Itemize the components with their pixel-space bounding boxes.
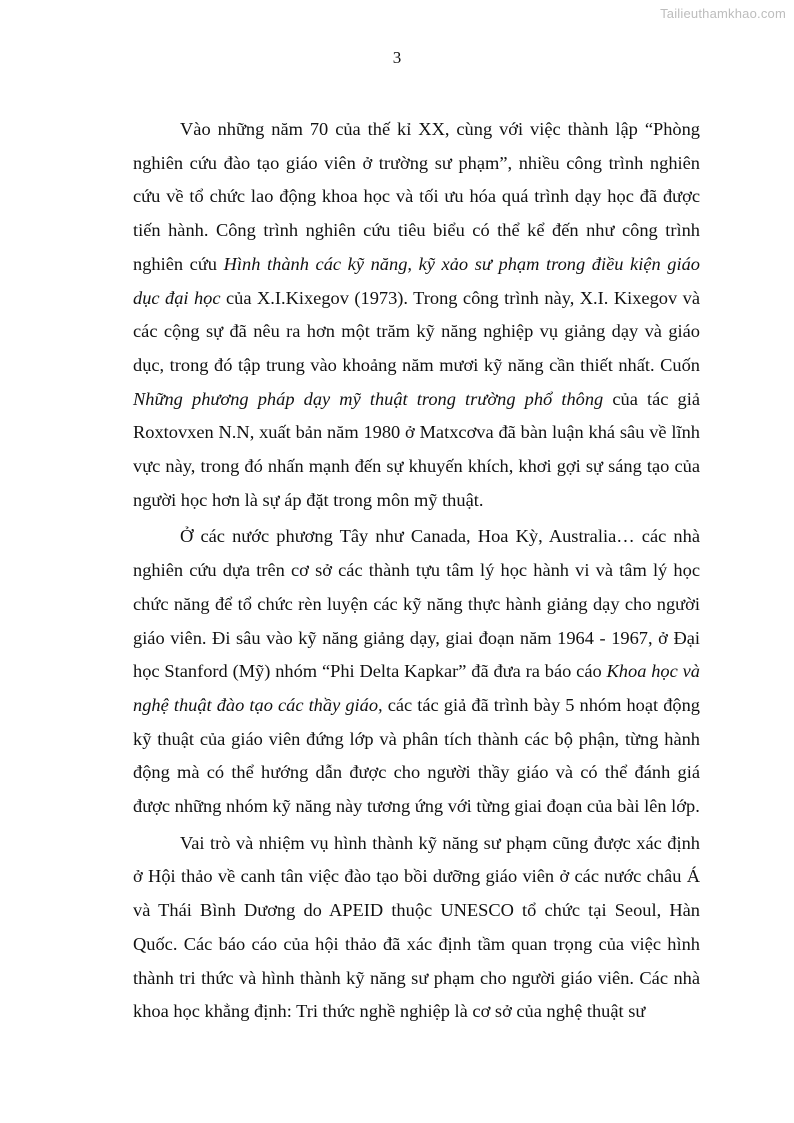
paragraph-3-text: Vai trò và nhiệm vụ hình thành kỹ năng sư phạm cũng được xác định ở Hội thảo về canh tân việc đào tạo bồi dưỡng giáo viên ở các nước châu Á và Thái Bình Dương do APEID thuộc UNESCO tổ chức tại Seoul, Hàn Quốc. Các báo cáo của hội thảo đã xác định tầm quan trọng của việc hình thành tri thức và hình thành kỹ năng sư phạm cho người giáo viên. Các nhà khoa học khẳng định: Tri thức nghề nghiệp là cơ sở của nghệ thuật sư bbox=[133, 832, 700, 1022]
paragraph-1-text-a: Vào những năm 70 của thế kỉ XX, cùng với việc thành lập “Phòng nghiên cứu đào tạo giáo viên ở trường sư phạm”, nhiều công trình nghiên cứu về tổ chức lao động khoa học và tối ưu hóa quá trình dạy học đã được tiến hành. Công trình nghiên cứu tiêu biểu có thể kể đến như công trình nghiên cứu bbox=[133, 119, 700, 274]
paragraph-1 bbox=[133, 113, 700, 517]
paragraph-2 bbox=[133, 520, 700, 823]
book-title-italic-2: Những phương pháp dạy mỹ thuật trong trường phổ thông bbox=[133, 388, 604, 409]
book-title-italic-1: Hình thành các kỹ năng, kỹ xảo sư phạm trong điều kiện giáo dục đại học bbox=[133, 253, 700, 308]
paragraph-2-text-b: các tác giả đã trình bày 5 nhóm hoạt động kỹ thuật của giáo viên đứng lớp và phân tích thành các bộ phận, từng hành động mà có thể hướng dẫn được cho người thầy giáo và có thể đánh giá được những nhóm kỹ năng này tương ứng với từng giai đoạn của bài lên lớp. bbox=[133, 694, 700, 817]
page-number: 3 bbox=[392, 48, 402, 67]
body-text bbox=[133, 113, 700, 1029]
paragraph-2-text-a: Ở các nước phương Tây như Canada, Hoa Kỳ, Australia… các nhà nghiên cứu dựa trên cơ sở các thành tựu tâm lý học hành vi và tâm lý học chức năng để tổ chức rèn luyện các kỹ năng thực hành giảng dạy cho người giáo viên. Đi sâu vào kỹ năng giảng dạy, giai đoạn năm 1964 - 1967, ở Đại học Stanford (Mỹ) nhóm “Phi Delta Kapkar” đã đưa ra báo cáo bbox=[133, 526, 700, 682]
watermark: Tailieuthamkhao.com bbox=[660, 6, 786, 21]
paragraph-3 bbox=[133, 827, 700, 1029]
report-title-italic: Khoa học và nghệ thuật đào tạo các thầy giáo, bbox=[133, 661, 700, 715]
paragraph-1-text-c: của tác giả Roxtovxen N.N, xuất bản năm 1980 ở Matxcơva đã bàn luận khá sâu về lĩnh vực này, trong đó nhấn mạnh đến sự khuyến khích, khơi gợi sự sáng tạo của người học hơn là sự áp đặt trong môn mỹ thuật. bbox=[133, 388, 701, 510]
paragraph-1-text-b: của X.I.Kixegov (1973). Trong công trình này, X.I. Kixegov và các cộng sự đã nêu ra hơn một trăm kỹ năng nghiệp vụ giảng dạy và giáo dục, trong đó tập trung vào khoảng năm mươi kỹ năng cần thiết nhất. Cuốn bbox=[133, 287, 700, 375]
